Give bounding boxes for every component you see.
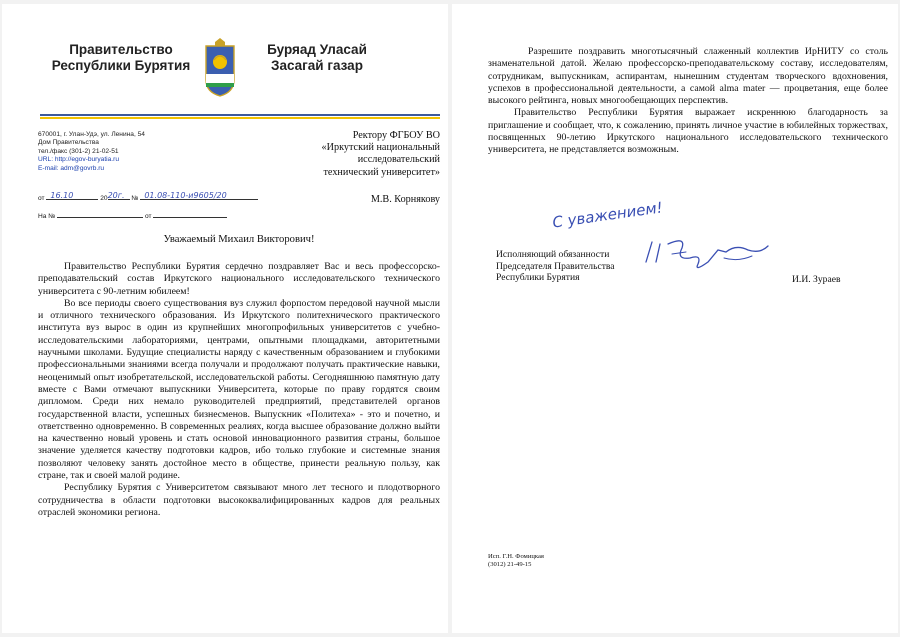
number-label: № xyxy=(131,195,139,202)
signer-position-line: Республики Бурятия xyxy=(496,272,580,284)
executor-name: Исп. Г.Н. Фомицкая xyxy=(488,553,544,560)
letter-page-2 xyxy=(452,4,898,633)
contact-building: Дом Правительства xyxy=(38,139,99,147)
letter-body-part-1 xyxy=(38,261,440,519)
salutation: Уважаемый Михаил Викторович! xyxy=(163,234,315,245)
outgoing-reference xyxy=(38,191,258,202)
incoming-reference xyxy=(38,209,227,220)
signer-position xyxy=(496,249,615,284)
handwritten-year: 20г. xyxy=(107,191,125,200)
addressee-line: технический университет» xyxy=(323,166,440,178)
number-field xyxy=(140,191,258,200)
date-label: от xyxy=(38,195,45,202)
header-divider-blue xyxy=(40,114,440,116)
date-field xyxy=(46,191,98,200)
government-name-line: Республики Бурятия xyxy=(51,58,191,73)
handwritten-number: 01.08-110-и9605/20 xyxy=(144,191,227,200)
body-paragraph: Во все периоды своего существования вуз служил форпостом передовой научной мысли и отличного технического образования. Из Иркутского политехнического практического института вуз вырос в один из крупнейших многопрофильных университетов с учебно-исследовательскими лабораториями, центрами, опытными площадками, авторитетными научными школами. Будущие специалисты наряду с качественным образованием и глубокими профессиональными знаниями всегда получали и продолжают получать практические навыки, неоценимый опыт изобретательской, исследовательской работы. Сегодняшнюю памятную дату вместе с Вами отмечают выпускники Университета, которые по праву гордятся своим дипломом. Среди них немало руководителей предприятий, представителей органов государственной власти, успешных бизнесменов. Выпускник «Политеха» - это и почетно, и ответственно одновременно. В современных реалиях, когда высшее образование должно выйти на качественно новый уровень и стать основой инновационного развития страны, большое значение уделяется качеству подготовки кадров, ибо только глубокие и системные знания позволяют человеку занять достойное место в обществе, принести реальную пользу, как стране, так и своей малой родине. xyxy=(38,297,440,482)
body-paragraph: Правительство Республики Бурятия выражает искреннюю благодарность за приглашение и сообщает, что, к сожалению, принять личное участие в юбилейных торжествах, посвященных 90-летию Иркутского национального исследовательского технического университета, не представляется возможным. xyxy=(488,107,888,156)
in-reply-date-label: от xyxy=(145,213,152,220)
contact-url[interactable]: URL: http://egov-buryatia.ru xyxy=(38,156,119,164)
recipient-name: М.В. Корнякову xyxy=(370,194,440,205)
contact-address: 670001, г. Улан-Удэ, ул. Ленина, 54 xyxy=(38,131,145,138)
handwritten-closing: С уважением! xyxy=(551,198,664,232)
addressee-line: исследовательский xyxy=(357,154,440,166)
contact-phone: тел./факс (301-2) 21-02-51 xyxy=(38,147,119,155)
year-prefix: 20 xyxy=(100,195,108,202)
government-name-line: Засагай газар xyxy=(271,58,363,73)
addressee-line: «Иркутский национальный xyxy=(321,142,440,154)
body-paragraph: Правительство Республики Бурятия сердечно поздравляет Вас и весь профессорско-преподавательский состав Иркутского национального исследовательского технического университета с 90-летним юбилеем! xyxy=(38,261,440,297)
in-reply-label: На № xyxy=(38,213,56,220)
sender-contacts xyxy=(38,131,145,173)
in-reply-date-field xyxy=(153,209,227,218)
letter-page-1 xyxy=(2,4,448,633)
signer-position-line: Исполняющий обязанности xyxy=(496,249,610,260)
government-name-line: Правительство xyxy=(69,42,173,57)
addressee-block xyxy=(252,130,440,179)
in-reply-number-field xyxy=(57,209,143,218)
government-name-russian xyxy=(46,42,196,74)
government-name-line: Буряад Уласай xyxy=(267,42,367,57)
signer-position-line: Председателя Правительства xyxy=(496,260,615,272)
header-divider-yellow xyxy=(40,117,440,119)
buryatia-coat-of-arms-icon xyxy=(203,38,237,98)
government-name-buryat xyxy=(242,42,392,74)
signer-name: И.И. Зураев xyxy=(792,274,841,285)
year-field xyxy=(108,191,130,200)
body-paragraph: Республику Бурятия с Университетом связывают много лет тесного и плодотворного сотрудничества в области подготовки высококвалифицированных кадров для реальных отраслей экономики региона. xyxy=(38,482,440,518)
body-paragraph: Разрешите поздравить многотысячный слаженный коллектив ИрНИТУ со столь знаменательной датой. Желаю профессорско-преподавательскому составу, исследователям, сотрудникам, выпускникам, аспирантам, нынешним студентам творческого вдохновения, успехов в профессиональной деятельности, а самой alma mater — процветания, еще более высокого рейтинга, новых многообещающих перспектив. xyxy=(488,46,888,107)
handwritten-date: 16.10 xyxy=(50,191,74,200)
contact-email[interactable]: E-mail: adm@govrb.ru xyxy=(38,164,105,172)
addressee-line: Ректору ФГБОУ ВО xyxy=(352,130,440,141)
letter-body-part-2 xyxy=(488,46,888,157)
executor-info xyxy=(488,553,544,570)
executor-phone: (3012) 21-49-15 xyxy=(488,561,532,569)
signature-icon xyxy=(642,232,772,272)
